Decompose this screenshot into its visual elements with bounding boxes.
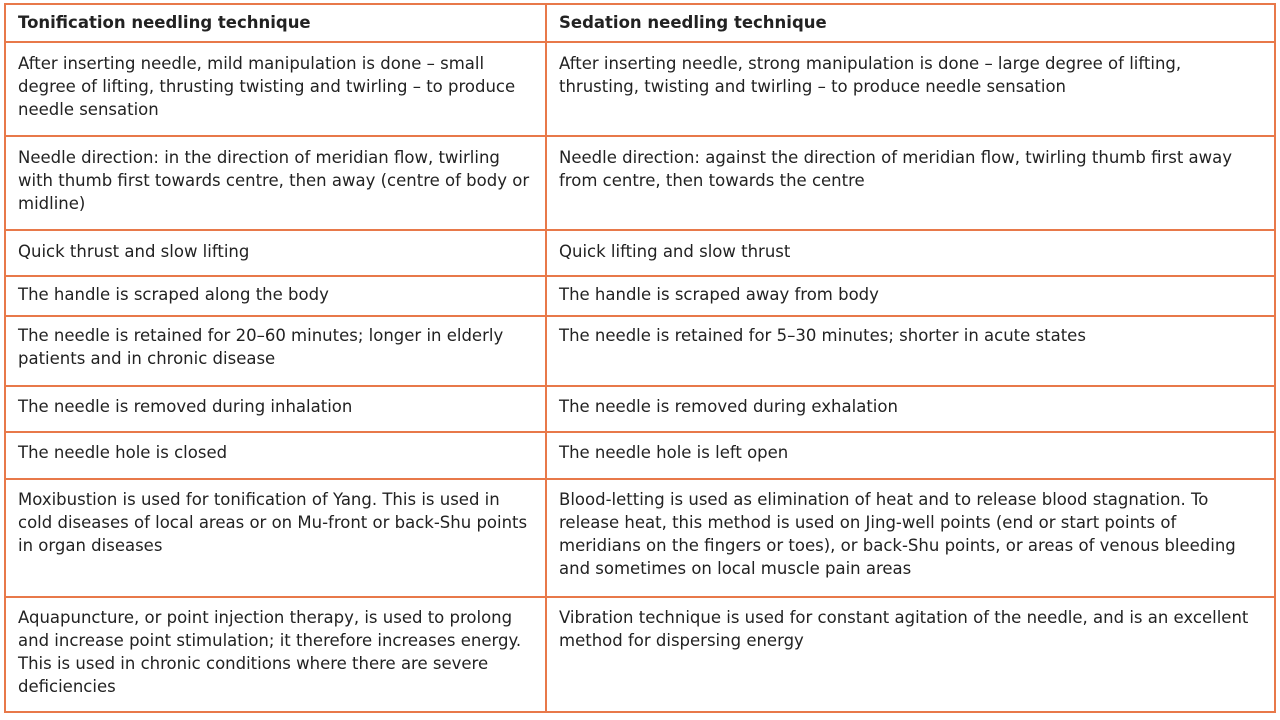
cell-tonification: After inserting needle, mild manipulation is done – small degree of lifting, thrusting twisting and twirling – to produce needle sensation — [5, 42, 546, 136]
cell-tonification: Aquapuncture, or point injection therapy, is used to prolong and increase point stimulation; it therefore increases energy. This is used in chronic conditions where there are severe deficiencies — [5, 597, 546, 712]
table-row — [5, 597, 1275, 712]
cell-sedation: After inserting needle, strong manipulation is done – large degree of lifting, thrusting, twisting and twirling – to produce needle sensation — [546, 42, 1275, 136]
header-tonification: Tonification needling technique — [5, 4, 546, 42]
cell-tonification: The needle is retained for 20–60 minutes; longer in elderly patients and in chronic disease — [5, 316, 546, 386]
cell-sedation: The needle is removed during exhalation — [546, 386, 1275, 432]
table-row — [5, 432, 1275, 479]
cell-sedation: Quick lifting and slow thrust — [546, 230, 1275, 276]
needling-technique-table — [4, 3, 1276, 713]
table-row — [5, 136, 1275, 230]
header-row — [5, 4, 1275, 42]
cell-tonification: Quick thrust and slow lifting — [5, 230, 546, 276]
cell-tonification: The handle is scraped along the body — [5, 276, 546, 316]
cell-tonification: The needle is removed during inhalation — [5, 386, 546, 432]
cell-sedation: Needle direction: against the direction of meridian flow, twirling thumb first away from centre, then towards the centre — [546, 136, 1275, 230]
table-row — [5, 386, 1275, 432]
cell-tonification: Moxibustion is used for tonification of Yang. This is used in cold diseases of local areas or on Mu-front or back-Shu points in organ diseases — [5, 479, 546, 597]
cell-tonification: Needle direction: in the direction of meridian flow, twirling with thumb first towards centre, then away (centre of body or midline) — [5, 136, 546, 230]
table-header — [5, 4, 1275, 42]
cell-sedation: The needle hole is left open — [546, 432, 1275, 479]
table-row — [5, 276, 1275, 316]
table-body — [5, 42, 1275, 712]
cell-sedation: Blood-letting is used as elimination of heat and to release blood stagnation. To release heat, this method is used on Jing-well points (end or start points of meridians on the fingers or toes), or back-Shu points, or areas of venous bleeding and sometimes on local muscle pain areas — [546, 479, 1275, 597]
cell-sedation: The needle is retained for 5–30 minutes; shorter in acute states — [546, 316, 1275, 386]
table-row — [5, 316, 1275, 386]
cell-tonification: The needle hole is closed — [5, 432, 546, 479]
table-row — [5, 42, 1275, 136]
table-row — [5, 230, 1275, 276]
table-row — [5, 479, 1275, 597]
header-sedation: Sedation needling technique — [546, 4, 1275, 42]
cell-sedation: The handle is scraped away from body — [546, 276, 1275, 316]
cell-sedation: Vibration technique is used for constant agitation of the needle, and is an excellent method for dispersing energy — [546, 597, 1275, 712]
